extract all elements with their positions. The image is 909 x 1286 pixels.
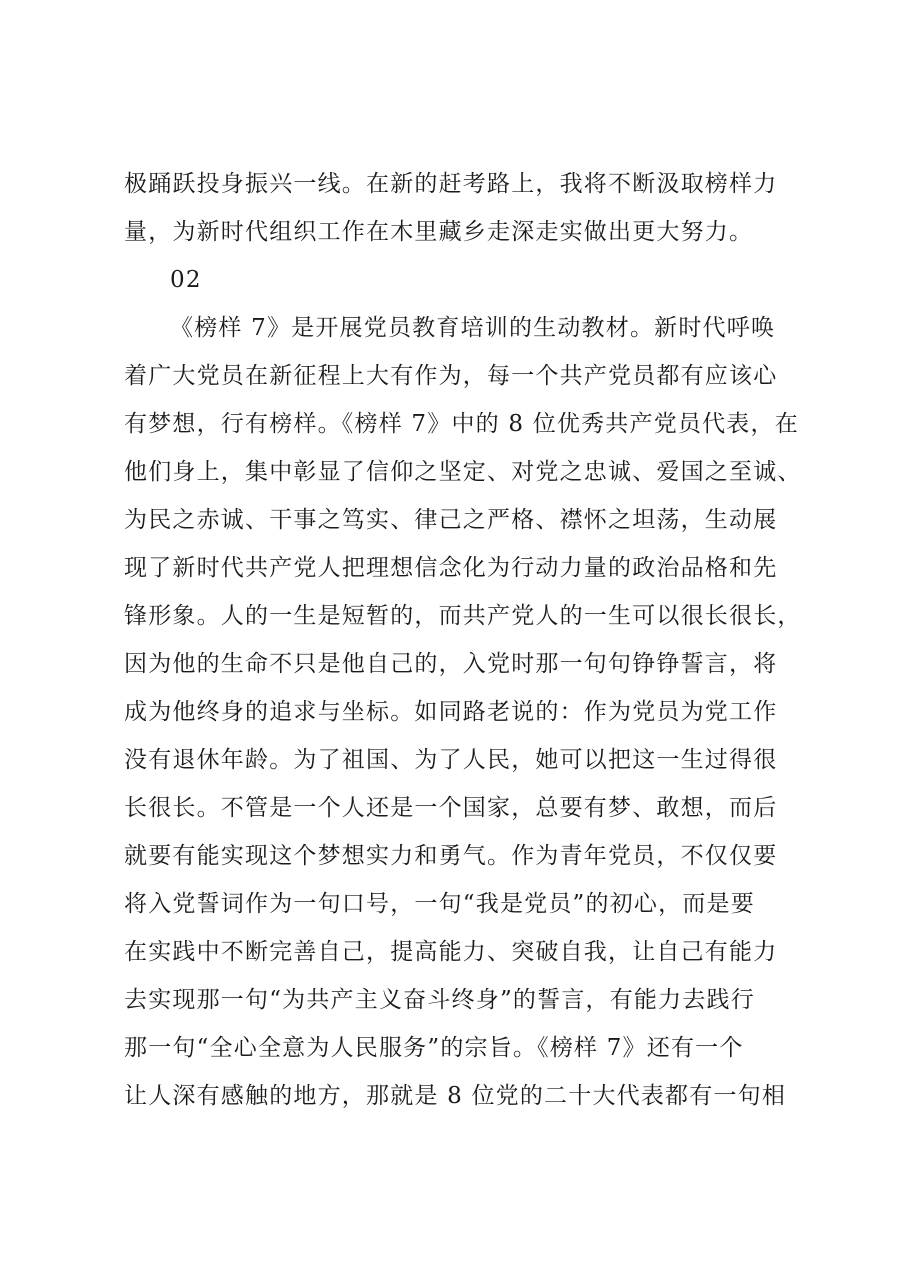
- paragraph-first-line: 《榜样 7》是开展党员教育培训的生动教材。新时代呼唤: [170, 315, 776, 341]
- text-line: 在实践中不断完善自己，提高能力、突破自我，让自己有能力: [124, 939, 778, 965]
- text-line: 长很长。不管是一个人还是一个国家，总要有梦、敢想，而后: [124, 795, 778, 821]
- text-line: 将入党誓词作为一句口号，一句“我是党员”的初心，而是要: [124, 891, 755, 917]
- text-line: 极踊跃投身振兴一线。在新的赶考路上，我将不断汲取榜样力: [124, 171, 778, 197]
- text-line: 就要有能实现这个梦想实力和勇气。作为青年党员，不仅仅要: [124, 843, 778, 869]
- section-number: 02: [170, 267, 202, 293]
- text-line: 着广大党员在新征程上大有作为，每一个共产党员都有应该心: [124, 363, 778, 389]
- text-line: 去实现那一句“为共产主义奋斗终身”的誓言，有能力去践行: [124, 987, 755, 1013]
- text-line: 让人深有感触的地方，那就是 8 位党的二十大代表都有一句相: [124, 1083, 787, 1109]
- text-line: 现了新时代共产党人把理想信念化为行动力量的政治品格和先: [124, 555, 778, 581]
- text-line: 量，为新时代组织工作在木里藏乡走深走实做出更大努力。: [124, 219, 754, 245]
- text-line: 因为他的生命不只是他自己的，入党时那一句句铮铮誓言，将: [124, 651, 778, 677]
- text-line: 成为他终身的追求与坐标。如同路老说的：作为党员为党工作: [124, 699, 778, 725]
- text-line: 那一句“全心全意为人民服务”的宗旨。《榜样 7》还有一个: [124, 1035, 744, 1061]
- text-line: 他们身上，集中彰显了信仰之坚定、对党之忠诚、爱国之至诚、: [124, 459, 802, 485]
- text-line: 为民之赤诚、干事之笃实、律己之严格、襟怀之坦荡，生动展: [124, 507, 778, 533]
- text-line: 锋形象。人的一生是短暂的，而共产党人的一生可以很长很长，: [124, 603, 802, 629]
- text-line: 没有退休年龄。为了祖国、为了人民，她可以把这一生过得很: [124, 747, 778, 773]
- text-line: 有梦想，行有榜样。《榜样 7》中的 8 位优秀共产党员代表，在: [124, 411, 799, 437]
